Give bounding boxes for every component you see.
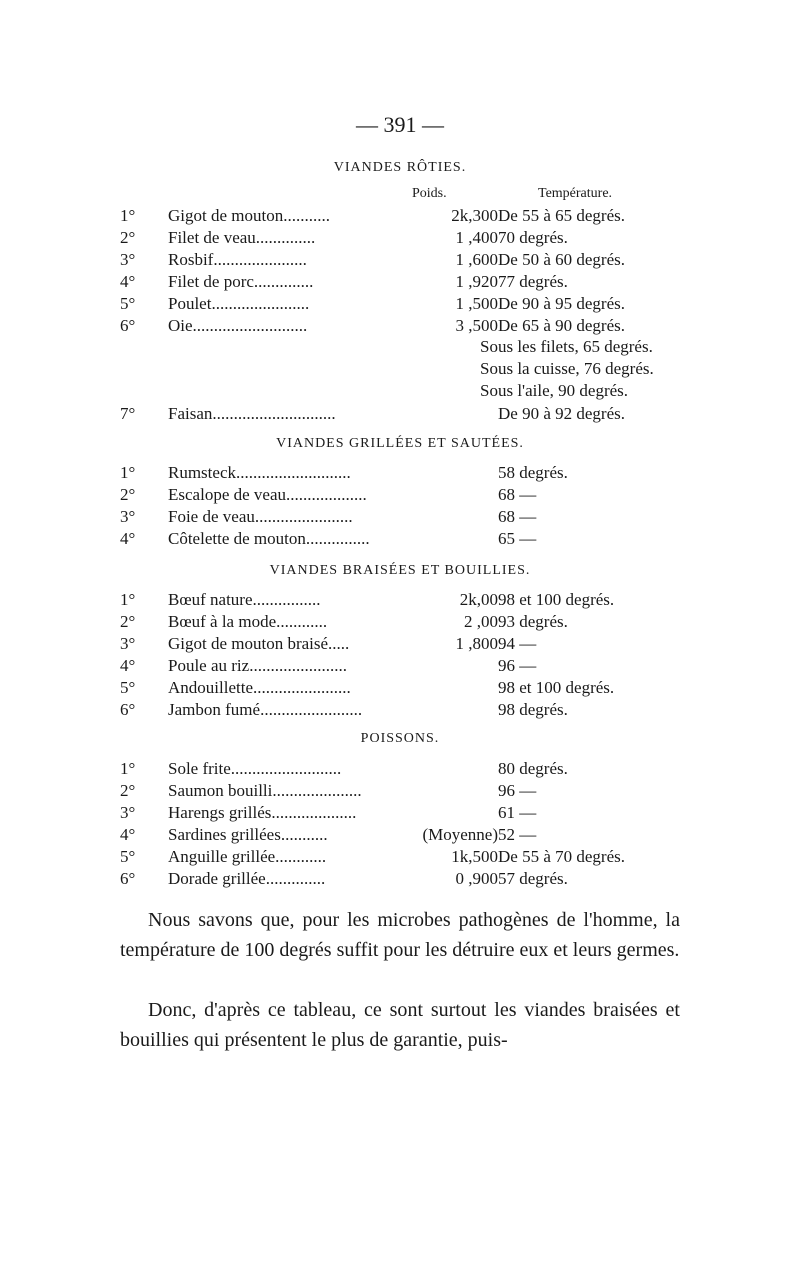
table-row: 2° Filet de veau.............. 1 ,400 70 degrés. xyxy=(120,228,568,247)
goose-detail: Sous la cuisse, 76 degrés. xyxy=(480,359,654,378)
table-row: 6° Oie........................... 3 ,500 De 65 à 90 degrés. xyxy=(120,316,625,335)
goose-detail: Sous les filets, 65 degrés. xyxy=(480,337,653,356)
table-row: 3° Gigot de mouton braisé..... 1 ,800 94 — xyxy=(120,634,537,653)
page-number: — 391 — xyxy=(356,112,444,137)
table-row: 4° Sardines grillées........... (Moyenne) 52 — xyxy=(120,825,537,844)
table-row: 2° Escalope de veau................... 68 — xyxy=(120,485,537,504)
section-title-fish: POISSONS. xyxy=(360,731,440,746)
column-header-temperature: Température. xyxy=(538,186,613,201)
table-row: 4° Poule au riz....................... 96 — xyxy=(120,656,537,675)
table-row: 5° Anguille grillée............ 1k,500 De 55 à 70 degrés. xyxy=(120,847,625,866)
table-row: 6° Dorade grillée.............. 0 ,900 57 degrés. xyxy=(120,869,568,888)
table-row: 6° Jambon fumé........................ 98 degrés. xyxy=(120,700,568,719)
table-row: 4° Filet de porc.............. 1 ,920 77 degrés. xyxy=(120,272,568,291)
section-title-grilled: VIANDES GRILLÉES ET SAUTÉES. xyxy=(276,436,524,451)
column-header-weight: Poids. xyxy=(412,186,447,201)
table-row: 1° Rumsteck........................... 58 degrés. xyxy=(120,463,568,482)
table-row: 1° Gigot de mouton........... 2k,300 De 55 à 65 degrés. xyxy=(120,206,625,225)
table-row: 3° Rosbif...................... 1 ,600 De 50 à 60 degrés. xyxy=(120,250,625,269)
table-row: 5° Andouillette....................... 98 et 100 degrés. xyxy=(120,678,615,697)
body-paragraph: Nous savons que, pour les microbes pathogènes de l'homme, la température de 100 degrés suffit pour les détruire eux et leurs germes. xyxy=(120,909,680,961)
table-row: 2° Saumon bouilli..................... 96 — xyxy=(120,781,537,800)
table-row: 1° Bœuf nature................ 2k,00 98 et 100 degrés. xyxy=(120,590,615,609)
table-row: 7° Faisan............................. De 90 à 92 degrés. xyxy=(120,404,625,423)
table-row: 4° Côtelette de mouton............... 65 — xyxy=(120,529,537,548)
body-paragraph: Donc, d'après ce tableau, ce sont surtout les viandes braisées et bouillies qui présentent le plus de garantie, puis- xyxy=(120,999,680,1051)
table-row: 2° Bœuf à la mode............ 2 ,00 93 degrés. xyxy=(120,612,568,631)
section-title-braised: VIANDES BRAISÉES ET BOUILLIES. xyxy=(269,563,531,578)
goose-detail: Sous l'aile, 90 degrés. xyxy=(480,381,629,400)
table-row: 5° Poulet....................... 1 ,500 De 90 à 95 degrés. xyxy=(120,294,625,313)
section-title-roasted: VIANDES RÔTIES. xyxy=(333,160,467,175)
table-row: 3° Harengs grillés.................... 61 — xyxy=(120,803,537,822)
table-row: 3° Foie de veau....................... 68 — xyxy=(120,507,537,526)
table-row: 1° Sole frite.......................... 80 degrés. xyxy=(120,759,568,778)
